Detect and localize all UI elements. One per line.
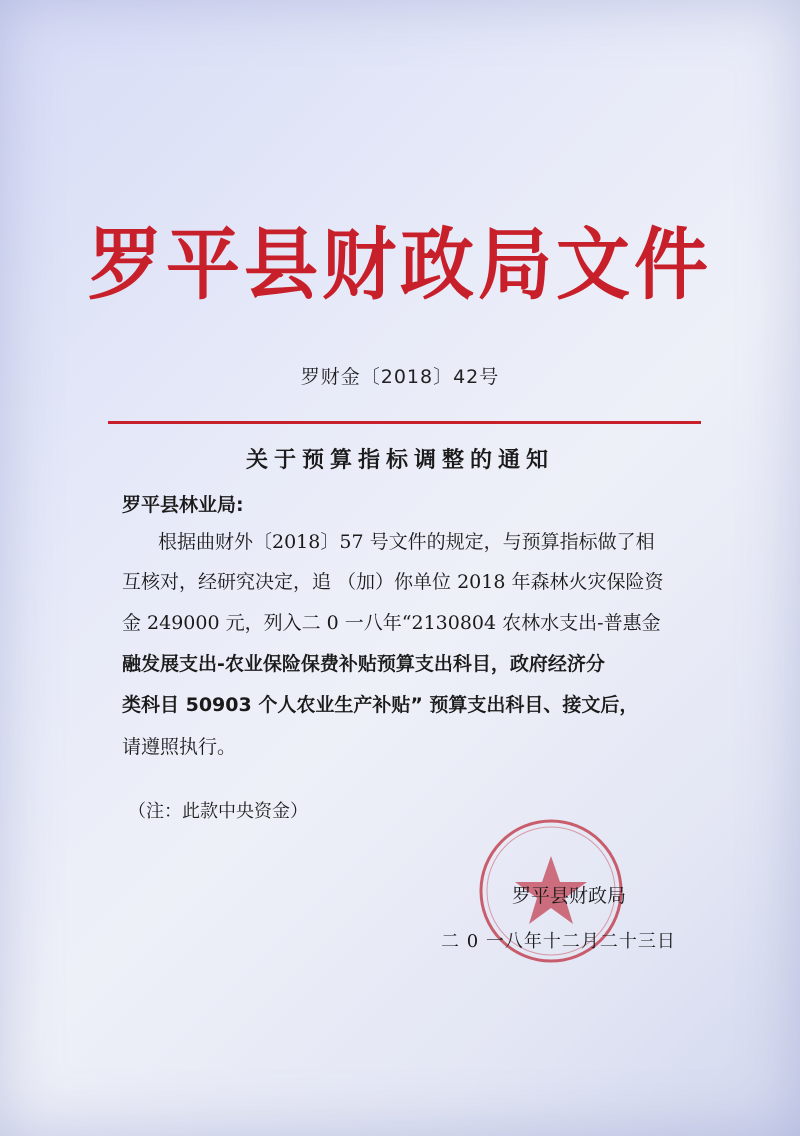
body-line-2: 互核对，经研究决定，追 （加）你单位 2018 年森林火灾保险资 — [122, 571, 664, 593]
issuer-signature: 罗平县财政局 — [512, 885, 627, 907]
issue-date: 二 0 一八年十二月二十三日 — [441, 931, 676, 952]
body-line-5: 类科目 50903 个人农业生产补贴” 预算支出科目、接文后， — [122, 694, 639, 716]
body-line-4: 融发展支出-农业保险保费补贴预算支出科目，政府经济分 — [122, 653, 605, 675]
body-line-1: 根据曲财外〔2018〕57 号文件的规定，与预算指标做了相 — [158, 531, 655, 553]
red-divider-line — [108, 421, 701, 424]
recipient: 罗平县林业局: — [122, 494, 244, 516]
body-line-3: 金 249000 元，列入二 0 一八年“2130804 农林水支出-普惠金 — [122, 612, 661, 634]
funding-note: （注：此款中央资金） — [128, 801, 308, 822]
masthead-title: 罗平县财政局文件 — [88, 219, 712, 311]
document-number: 罗财金〔2018〕42号 — [300, 366, 500, 388]
notice-title: 关于预算指标调整的通知 — [245, 448, 554, 473]
body-line-6: 请遵照执行。 — [122, 736, 237, 758]
